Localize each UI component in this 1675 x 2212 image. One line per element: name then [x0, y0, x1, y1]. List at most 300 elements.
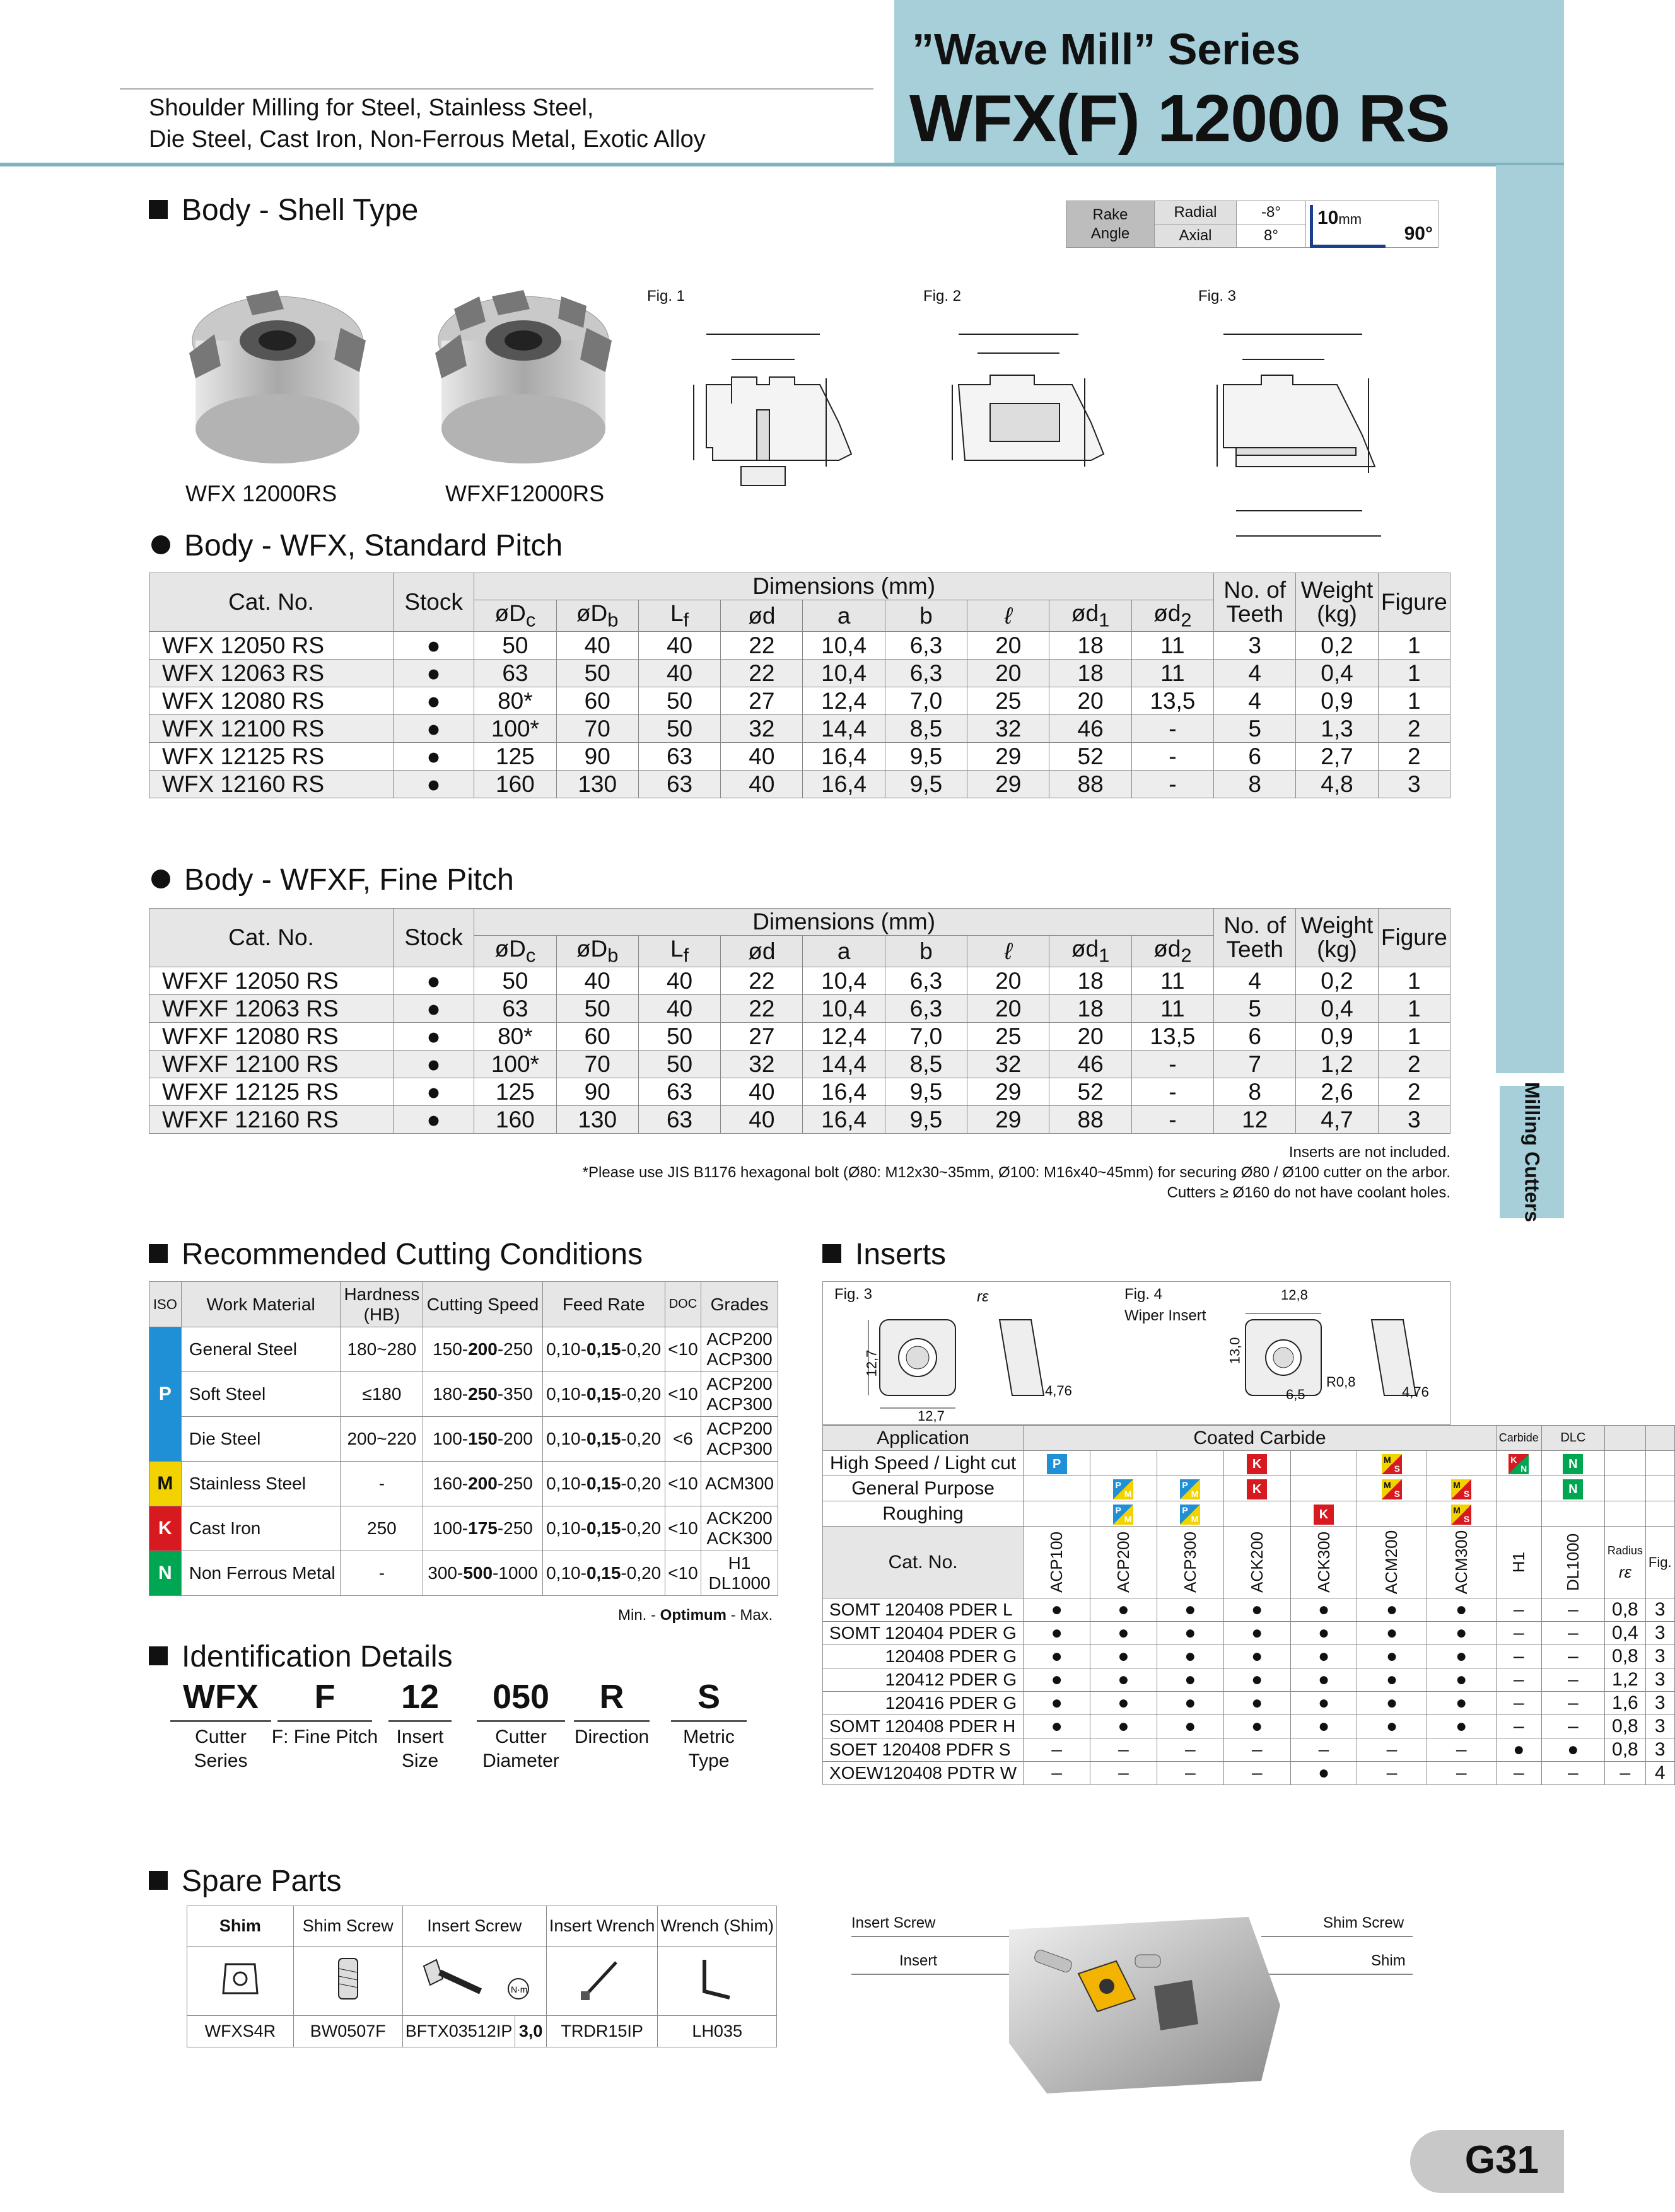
application-label: Roughing	[823, 1501, 1024, 1527]
value-cell: 8	[1214, 771, 1296, 798]
cat-no-cell: WFX 12063 RS	[149, 660, 394, 687]
cat-no-cell: WFXF 12125 RS	[149, 1078, 394, 1106]
value-cell: 52	[1049, 1078, 1131, 1106]
value-cell: 125	[474, 1078, 556, 1106]
insert-cat-no: 120412 PDER G	[823, 1668, 1024, 1692]
sidebar-band	[1496, 165, 1564, 1073]
insert-value: ●	[1427, 1668, 1496, 1692]
value-cell: 40	[638, 660, 720, 687]
value-cell: 32	[721, 715, 803, 743]
value-cell: 0,4	[1296, 995, 1378, 1023]
insert-value: 3	[1645, 1738, 1674, 1762]
value-cell: ●	[393, 1051, 474, 1078]
wrench-shim-icon	[658, 1947, 777, 2016]
doc-cell: <10	[665, 1327, 701, 1372]
table-row	[149, 995, 1450, 1023]
insert-value: ●	[1157, 1692, 1223, 1715]
col-d: ød	[721, 600, 803, 632]
value-cell: -	[1131, 1106, 1213, 1134]
application-badge	[1290, 1476, 1357, 1501]
col-fig: Fig.	[1645, 1527, 1674, 1598]
insert-value: 0,8	[1604, 1598, 1645, 1622]
insert-value: 3	[1645, 1715, 1674, 1738]
insert-value: 4	[1645, 1762, 1674, 1785]
insert-value: –	[1024, 1738, 1090, 1762]
speed-cell: 160-200-250	[423, 1462, 542, 1506]
col-lf: $L_f$	[638, 936, 720, 967]
insert-cat-no: XOEW120408 PDTR W	[823, 1762, 1024, 1785]
application-badge: P	[1024, 1451, 1090, 1476]
side-tab-label: Milling Cutters	[1520, 1081, 1544, 1223]
header-subtitle	[149, 92, 706, 155]
radial-label: Radial	[1155, 201, 1237, 224]
value-cell: ●	[393, 967, 474, 995]
value-cell: 20	[967, 632, 1049, 660]
value-cell: 5	[1214, 715, 1296, 743]
application-badge: P M	[1090, 1501, 1157, 1527]
doc-cell: <10	[665, 1506, 701, 1551]
insert-value: 0,4	[1604, 1622, 1645, 1645]
insert-value: –	[1496, 1622, 1541, 1645]
fig-label: Fig. 1	[647, 288, 686, 305]
insert-value: 1,2	[1604, 1668, 1645, 1692]
insert-value: ●	[1024, 1622, 1090, 1645]
note-line: Cutters ≥ Ø160 do not have coolant holes.	[1167, 1184, 1450, 1201]
col-grades: Grades	[701, 1282, 778, 1327]
value-cell: 1	[1378, 687, 1450, 715]
col-doc: DOC	[665, 1282, 701, 1327]
insert-cat-no: SOMT 120408 PDER L	[823, 1598, 1024, 1622]
insert-cat-no: 120416 PDER G	[823, 1692, 1024, 1715]
value-cell: 50	[638, 715, 720, 743]
id-label: Cutter Diameter	[482, 1726, 559, 1771]
value-cell: 10,4	[803, 632, 885, 660]
insert-value: ●	[1427, 1622, 1496, 1645]
col-wrench-shim: Wrench (Shim)	[658, 1906, 777, 1947]
id-label: Insert Size	[396, 1726, 444, 1771]
doc-cell: <10	[665, 1551, 701, 1596]
cat-no-cell: WFXF 12160 RS	[149, 1106, 394, 1134]
col-coated-carbide: Coated Carbide	[1024, 1426, 1497, 1451]
fig-label: Fig. 2	[923, 288, 962, 305]
insert-value: –	[1541, 1668, 1604, 1692]
value-cell: 13,5	[1131, 687, 1213, 715]
depth-value: 10mm	[1317, 207, 1362, 228]
grade-header: H1	[1509, 1551, 1528, 1573]
application-badge: K	[1290, 1501, 1357, 1527]
application-badge	[1223, 1501, 1290, 1527]
value-cell: 8,5	[885, 1051, 967, 1078]
part-code: BW0507F	[293, 2016, 402, 2047]
value-cell: 32	[721, 1051, 803, 1078]
value-cell: 50	[556, 660, 638, 687]
table-row	[149, 1417, 778, 1462]
col-cat-no: Cat. No.	[823, 1527, 1024, 1598]
grade-header: ACP300	[1180, 1532, 1199, 1593]
doc-cell: <10	[665, 1372, 701, 1417]
id-underline	[671, 1720, 747, 1722]
value-cell: 9,5	[885, 1106, 967, 1134]
application-row	[823, 1451, 1675, 1476]
col-stock: Stock	[393, 909, 474, 967]
value-cell: 20	[1049, 687, 1131, 715]
section-title: Inserts	[855, 1238, 947, 1271]
dim-label: rε	[977, 1288, 989, 1305]
value-cell: -	[1131, 743, 1213, 771]
value-cell: 7,0	[885, 1023, 967, 1051]
insert-value: 3	[1645, 1692, 1674, 1715]
value-cell: 18	[1049, 967, 1131, 995]
application-badge: N	[1541, 1476, 1604, 1501]
value-cell: 40	[721, 1078, 803, 1106]
col-insert-wrench: Insert Wrench	[546, 1906, 658, 1947]
insert-value: 3	[1645, 1598, 1674, 1622]
table-row	[149, 1078, 1450, 1106]
insert-value: ●	[1357, 1692, 1427, 1715]
rake-label: Rake Angle	[1066, 201, 1155, 248]
feed-cell: 0,10-0,15-0,20	[542, 1551, 665, 1596]
feed-cell: 0,10-0,15-0,20	[542, 1417, 665, 1462]
section-title: Spare Parts	[182, 1865, 342, 1898]
value-cell: 2,7	[1296, 743, 1378, 771]
assembly-label: Insert Screw	[851, 1914, 936, 1931]
insert-value: –	[1427, 1738, 1496, 1762]
value-cell: 6,3	[885, 995, 967, 1023]
insert-value: ●	[1357, 1668, 1427, 1692]
value-cell: 22	[721, 660, 803, 687]
col-application: Application	[823, 1426, 1024, 1451]
insert-value: –	[1427, 1762, 1496, 1785]
col-cat-no: Cat. No.	[149, 909, 394, 967]
application-label: General Purpose	[823, 1476, 1024, 1501]
col-weight: Weight (kg)	[1296, 909, 1378, 967]
value-cell: 40	[638, 967, 720, 995]
table-row	[149, 771, 1450, 798]
value-cell: 70	[556, 1051, 638, 1078]
value-cell: 40	[556, 967, 638, 995]
col-db: $øD_b$	[556, 936, 638, 967]
value-cell: 1,3	[1296, 715, 1378, 743]
torque-unit: N·m	[511, 1984, 528, 1994]
insert-value: –	[1024, 1762, 1090, 1785]
part-code: BFTX03512IP	[402, 2016, 515, 2047]
assembly-illustration	[1009, 1917, 1287, 2093]
page-number: G31	[1464, 2138, 1539, 2182]
value-cell: 63	[638, 771, 720, 798]
insert-value: 1,6	[1604, 1692, 1645, 1715]
col-feed: Feed Rate	[542, 1282, 665, 1327]
insert-value: ●	[1427, 1715, 1496, 1738]
value-cell: 11	[1131, 632, 1213, 660]
square-bullet-icon	[149, 1244, 168, 1263]
insert-value: –	[1223, 1738, 1290, 1762]
grades-cell: ACP200 ACP300	[701, 1417, 778, 1462]
application-badge	[1427, 1451, 1496, 1476]
insert-value: –	[1541, 1692, 1604, 1715]
section-title: Body - WFXF, Fine Pitch	[184, 863, 514, 897]
angle-value: 90°	[1404, 223, 1433, 244]
grades-cell: ACK200 ACK300	[701, 1506, 778, 1551]
value-cell: 50	[638, 1023, 720, 1051]
value-cell: 63	[638, 1078, 720, 1106]
feed-cell: 0,10-0,15-0,20	[542, 1462, 665, 1506]
col-shim: Shim	[187, 1906, 294, 1947]
grades-cell: ACP200 ACP300	[701, 1327, 778, 1372]
assembly-label: Shim	[1371, 1952, 1406, 1969]
insert-value: –	[1541, 1715, 1604, 1738]
cutting-table	[149, 1281, 778, 1596]
insert-value: –	[1157, 1762, 1223, 1785]
application-badge	[1157, 1451, 1223, 1476]
hardness-cell: ≤180	[341, 1372, 423, 1417]
insert-value: ●	[1090, 1668, 1157, 1692]
table-row	[149, 743, 1450, 771]
application-badge	[1541, 1501, 1604, 1527]
insert-value: ●	[1357, 1598, 1427, 1622]
inserts-table	[822, 1425, 1675, 1785]
id-underline	[388, 1720, 452, 1722]
value-cell: 9,5	[885, 771, 967, 798]
material-cell: Die Steel	[181, 1417, 341, 1462]
material-cell: Soft Steel	[181, 1372, 341, 1417]
col-d1: $ød_1$	[1049, 936, 1131, 967]
value-cell: 80*	[474, 1023, 556, 1051]
value-cell: 7	[1214, 1051, 1296, 1078]
dim-label: 12,8	[1281, 1287, 1308, 1303]
insert-row	[823, 1715, 1675, 1738]
section-fine-pitch	[151, 863, 514, 897]
value-cell: 130	[556, 1106, 638, 1134]
value-cell: 0,2	[1296, 632, 1378, 660]
header-title-box	[894, 0, 1564, 165]
insert-value: ●	[1157, 1622, 1223, 1645]
cat-no-cell: WFX 12160 RS	[149, 771, 394, 798]
figure-1-drawing	[668, 296, 883, 536]
application-badge	[1024, 1501, 1090, 1527]
part-code: WFXS4R	[187, 2016, 294, 2047]
insert-value: ●	[1024, 1645, 1090, 1668]
value-cell: -	[1131, 715, 1213, 743]
col-a: a	[803, 936, 885, 967]
insert-value: ●	[1427, 1692, 1496, 1715]
series-name: ”Wave Mill” Series	[912, 25, 1300, 74]
insert-value: ●	[1090, 1598, 1157, 1622]
value-cell: 12,4	[803, 1023, 885, 1051]
section-title: Recommended Cutting Conditions	[182, 1238, 643, 1271]
insert-cat-no: SOMT 120404 PDER G	[823, 1622, 1024, 1645]
insert-value: –	[1090, 1762, 1157, 1785]
axial-label: Axial	[1155, 224, 1237, 248]
fig-label: Fig. 3	[834, 1286, 873, 1303]
insert-value: ●	[1090, 1715, 1157, 1738]
note-line: Inserts are not included.	[1288, 1144, 1450, 1161]
value-cell: ●	[393, 1078, 474, 1106]
col-dimensions: Dimensions (mm)	[474, 909, 1214, 936]
value-cell: ●	[393, 660, 474, 687]
col-dlc: DLC	[1541, 1426, 1604, 1451]
insert-value: ●	[1090, 1692, 1157, 1715]
value-cell: 88	[1049, 1106, 1131, 1134]
insert-value: ●	[1290, 1668, 1357, 1692]
depth-angle-cell	[1306, 201, 1439, 248]
cat-no-cell: WFXF 12080 RS	[149, 1023, 394, 1051]
insert-value: –	[1541, 1645, 1604, 1668]
value-cell: 46	[1049, 1051, 1131, 1078]
application-badge	[1090, 1451, 1157, 1476]
value-cell: 63	[638, 743, 720, 771]
value-cell: ●	[393, 743, 474, 771]
col-iso: ISO	[149, 1282, 182, 1327]
subtitle-line: Die Steel, Cast Iron, Non-Ferrous Metal, Exotic Alloy	[149, 126, 706, 153]
insert-cat-no: 120408 PDER G	[823, 1645, 1024, 1668]
table-row	[149, 687, 1450, 715]
page-number-tab	[1410, 2130, 1564, 2193]
id-underline	[170, 1720, 271, 1722]
value-cell: 60	[556, 687, 638, 715]
insert-value: –	[1496, 1598, 1541, 1622]
value-cell: 70	[556, 715, 638, 743]
value-cell: 2	[1378, 1051, 1450, 1078]
section-standard-pitch	[151, 528, 563, 563]
value-cell: 40	[556, 632, 638, 660]
table-row	[149, 1551, 778, 1596]
insert-value: ●	[1357, 1622, 1427, 1645]
speed-cell: 180-250-350	[423, 1372, 542, 1417]
value-cell: ●	[393, 632, 474, 660]
dim-label: 4,76	[1402, 1384, 1429, 1400]
table-row	[149, 1023, 1450, 1051]
col-carbide: Carbide	[1496, 1426, 1541, 1451]
value-cell: 100*	[474, 715, 556, 743]
value-cell: 1,2	[1296, 1051, 1378, 1078]
insert-value: –	[1357, 1762, 1427, 1785]
value-cell: 0,4	[1296, 660, 1378, 687]
hardness-cell: -	[341, 1551, 423, 1596]
application-badge: M S	[1357, 1476, 1427, 1501]
table-row	[149, 1372, 778, 1417]
insert-value: –	[1290, 1738, 1357, 1762]
application-badge: M S	[1357, 1451, 1427, 1476]
value-cell: ●	[393, 1023, 474, 1051]
value-cell: 13,5	[1131, 1023, 1213, 1051]
speed-cell: 100-150-200	[423, 1417, 542, 1462]
value-cell: 88	[1049, 771, 1131, 798]
value-cell: 10,4	[803, 995, 885, 1023]
application-badge: K N	[1496, 1451, 1541, 1476]
dim-label: 12,7	[863, 1349, 880, 1377]
cat-no-cell: WFXF 12063 RS	[149, 995, 394, 1023]
col-material: Work Material	[181, 1282, 341, 1327]
insert-row	[823, 1645, 1675, 1668]
insert-value: ●	[1290, 1715, 1357, 1738]
col-dimensions: Dimensions (mm)	[474, 573, 1214, 600]
value-cell: 32	[967, 1051, 1049, 1078]
value-cell: 40	[721, 743, 803, 771]
grade-header: ACP200	[1113, 1532, 1133, 1593]
dim-label: 12,7	[918, 1408, 945, 1424]
value-cell: 22	[721, 995, 803, 1023]
dim-label: 6,5	[1286, 1387, 1305, 1402]
col-d1: $ød_1$	[1049, 600, 1131, 632]
value-cell: 1	[1378, 995, 1450, 1023]
insert-value: –	[1496, 1715, 1541, 1738]
id-code: F	[314, 1678, 336, 1716]
col-d: ød	[721, 936, 803, 967]
insert-value: ●	[1223, 1692, 1290, 1715]
insert-value: –	[1541, 1598, 1604, 1622]
value-cell: 18	[1049, 995, 1131, 1023]
col-hardness: Hardness (HB)	[341, 1282, 423, 1327]
col-radius: Radius rε	[1604, 1527, 1645, 1598]
value-cell: 0,9	[1296, 1023, 1378, 1051]
insert-value: –	[1357, 1738, 1427, 1762]
application-badge	[1496, 1476, 1541, 1501]
insert-value: ●	[1157, 1645, 1223, 1668]
value-cell: 29	[967, 743, 1049, 771]
table-row	[149, 1051, 1450, 1078]
value-cell: 52	[1049, 743, 1131, 771]
insert-value: ●	[1223, 1622, 1290, 1645]
insert-value: 0,8	[1604, 1645, 1645, 1668]
value-cell: 1	[1378, 660, 1450, 687]
section-inserts	[822, 1237, 946, 1272]
insert-value: ●	[1024, 1598, 1090, 1622]
cat-no-cell: WFXF 12050 RS	[149, 967, 394, 995]
grade-header: ACK200	[1247, 1532, 1266, 1593]
id-code: 050	[492, 1678, 550, 1716]
insert-value: ●	[1024, 1668, 1090, 1692]
id-code: 12	[400, 1678, 440, 1716]
col-teeth: No. of Teeth	[1214, 573, 1296, 632]
dim-label: 4,76	[1045, 1383, 1072, 1399]
cat-no-cell: WFX 12125 RS	[149, 743, 394, 771]
material-cell: Non Ferrous Metal	[181, 1551, 341, 1596]
leader-line	[851, 1974, 1009, 1975]
insert-value: –	[1496, 1668, 1541, 1692]
cat-no-cell: WFX 12080 RS	[149, 687, 394, 715]
col-stock: Stock	[393, 573, 474, 632]
value-cell: 22	[721, 632, 803, 660]
id-label: F: Fine Pitch	[271, 1726, 378, 1747]
model-name: WFX(F) 12000 RS	[909, 81, 1450, 156]
insert-drawings	[822, 1281, 1450, 1425]
insert-wrench-icon	[546, 1947, 658, 2016]
value-cell: 18	[1049, 632, 1131, 660]
header-rule	[0, 163, 1564, 166]
value-cell: -	[1131, 1051, 1213, 1078]
table-row	[149, 1462, 778, 1506]
iso-badge-p: P	[149, 1327, 182, 1462]
col-dc: $øD_c$	[474, 936, 556, 967]
hardness-cell: -	[341, 1462, 423, 1506]
value-cell: 32	[967, 715, 1049, 743]
leader-line	[851, 1936, 1009, 1937]
value-cell: 14,4	[803, 715, 885, 743]
square-bullet-icon	[149, 1646, 168, 1665]
value-cell: 29	[967, 1106, 1049, 1134]
value-cell: 11	[1131, 995, 1213, 1023]
spare-parts-table	[187, 1906, 777, 2047]
value-cell: 12,4	[803, 687, 885, 715]
cat-no-cell: WFX 12100 RS	[149, 715, 394, 743]
value-cell: 18	[1049, 660, 1131, 687]
application-badge: M S	[1427, 1476, 1496, 1501]
table-row	[149, 715, 1450, 743]
assembly-label: Shim Screw	[1323, 1914, 1404, 1931]
value-cell: -	[1131, 1078, 1213, 1106]
insert-value: –	[1541, 1622, 1604, 1645]
cutter-image-wfxf	[416, 271, 631, 473]
